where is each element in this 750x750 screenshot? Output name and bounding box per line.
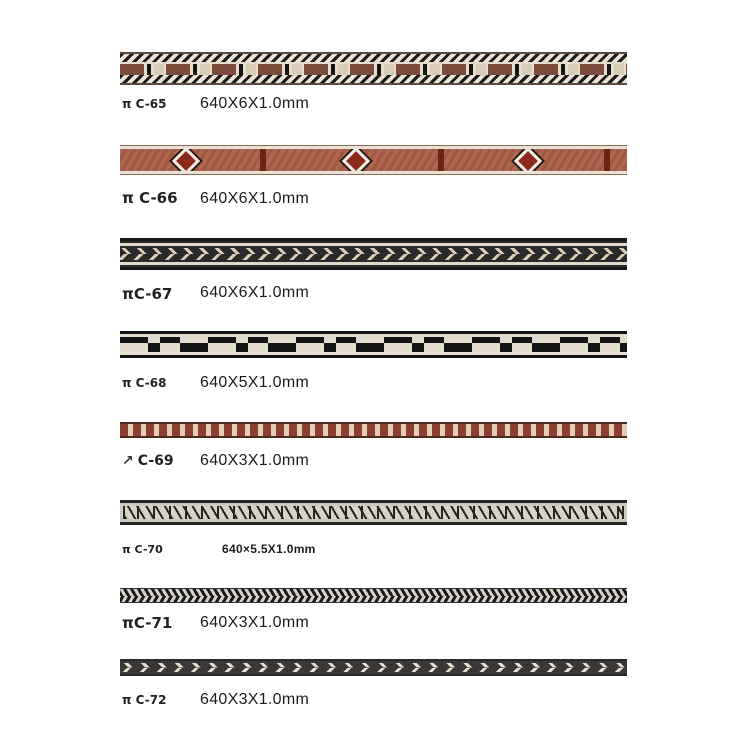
- bar-motif: [438, 149, 444, 171]
- inlay-strip-c67: [120, 238, 627, 270]
- dimension-c67: 640X6X1.0mm: [200, 284, 310, 301]
- dimension-c66: 640X6X1.0mm: [200, 190, 310, 207]
- checker-row-bottom: [120, 343, 627, 352]
- dimension-c72: 640X3X1.0mm: [200, 691, 310, 708]
- inlay-strip-c69: [120, 422, 627, 438]
- product-code-c70: π C-70: [122, 543, 163, 556]
- product-code-c65: π C-65: [122, 97, 167, 111]
- product-code-text: C-69: [137, 453, 174, 469]
- dimension-c71: 640X3X1.0mm: [200, 614, 310, 631]
- product-code-c68: π C-68: [122, 376, 167, 390]
- inlay-strip-c68: [120, 331, 627, 358]
- product-code-c69: [122, 453, 174, 469]
- chevron-pattern: [120, 248, 627, 260]
- inlay-strip-c70: [120, 500, 627, 525]
- arrow-up-right-icon: ↗: [122, 453, 134, 469]
- bar-motif: [604, 149, 610, 171]
- strip-pattern: [120, 64, 627, 75]
- dimension-c69: 640X3X1.0mm: [200, 452, 310, 469]
- diamond-motif: [172, 147, 200, 174]
- dimension-c65: 640X6X1.0mm: [200, 95, 310, 112]
- inlay-strip-c65: [120, 52, 627, 85]
- diamond-motif: [514, 147, 542, 174]
- product-code-c71: πC-71: [122, 614, 173, 632]
- product-code-c66: π C-66: [122, 189, 178, 207]
- inlay-strip-c71: [120, 588, 627, 603]
- product-code-c72: π C-72: [122, 693, 167, 707]
- dimension-c68: 640X5X1.0mm: [200, 374, 310, 391]
- bar-motif: [260, 149, 266, 171]
- product-code-c67: πC-67: [122, 285, 173, 303]
- arrow-pattern: [120, 663, 627, 672]
- dimension-c70: 640×5.5X1.0mm: [222, 542, 316, 556]
- diamond-motif: [342, 147, 370, 174]
- inlay-strip-c66: [120, 146, 627, 174]
- divider-pattern: [123, 506, 624, 519]
- inlay-strip-c72: [120, 659, 627, 676]
